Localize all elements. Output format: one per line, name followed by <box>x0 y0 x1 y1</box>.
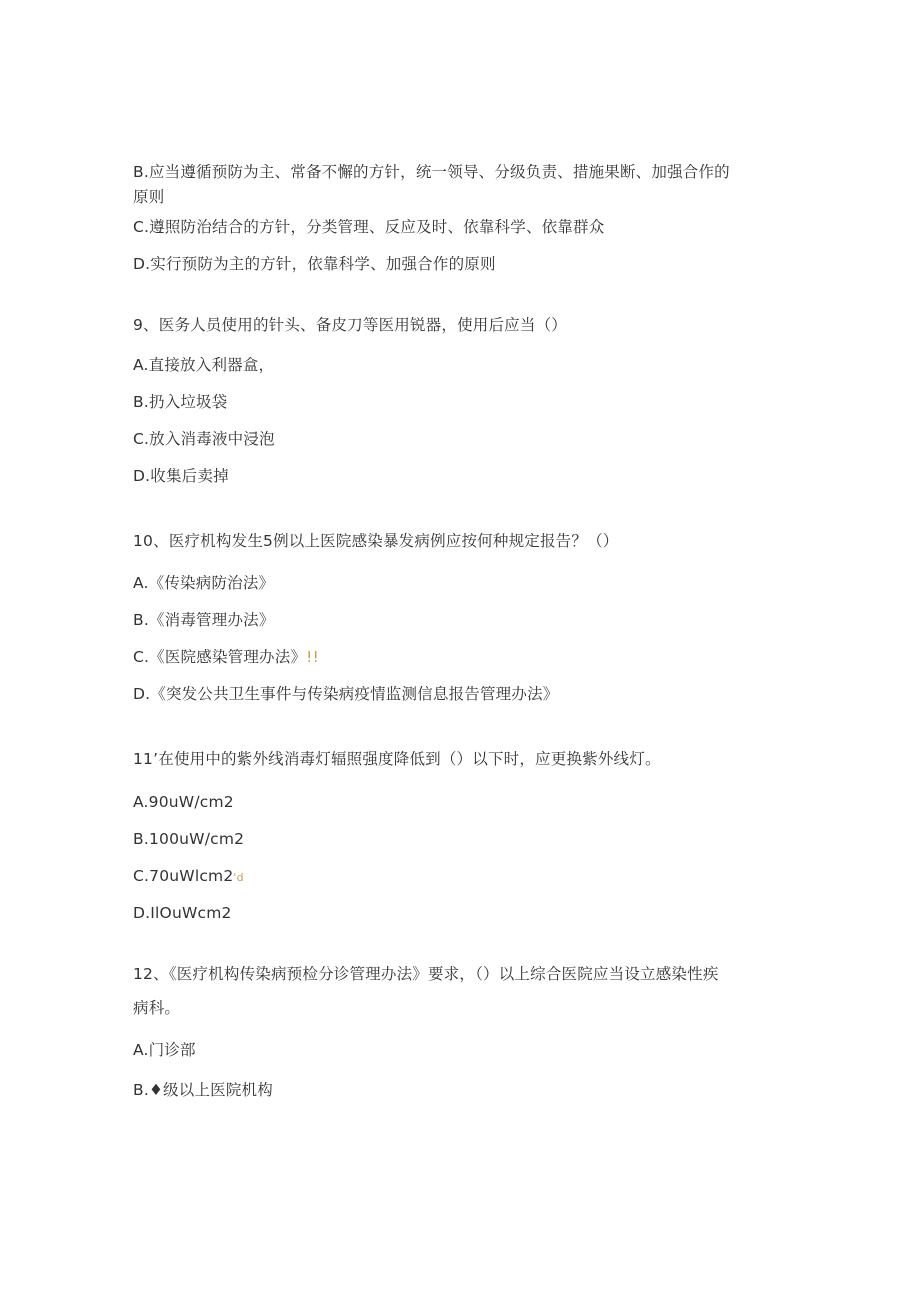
q11-option-b: B.100uW∕cm2 <box>133 830 245 848</box>
q8-option-b-line1: B.应当遵循预防为主、常备不懈的方针，统一领导、分级负责、措施果断、加强合作的 <box>133 163 730 181</box>
q12-question-line2: 病科。 <box>133 999 181 1017</box>
q9-option-c: C.放入消毒液中浸泡 <box>133 430 275 448</box>
q10-question: 10、医疗机构发生5例以上医院感染暴发病例应按何种规定报告？（） <box>133 532 619 550</box>
q11-option-d: D.IlOuWcm2 <box>133 904 232 922</box>
q12-question-line1: 12、《医疗机构传染病预检分诊管理办法》要求，（）以上综合医院应当设立感染性疾 <box>133 965 719 983</box>
q10-option-c-mark: !! <box>306 648 319 666</box>
q11-option-c-text: C.70uWlcm2 <box>133 867 234 885</box>
q8-option-c: C.遵照防治结合的方针，分类管理、反应及时、依靠科学、依靠群众 <box>133 218 605 236</box>
q12-option-a: A.门诊部 <box>133 1041 196 1059</box>
q10-option-c <box>133 647 319 667</box>
q10-option-a: A.《传染病防治法》 <box>133 574 275 592</box>
q9-option-a: A.直接放入利器盒， <box>133 356 275 374</box>
q9-question: 9、医务人员使用的针头、备皮刀等医用锐器，使用后应当（） <box>133 316 567 334</box>
q11-option-a: A.90uW∕cm2 <box>133 793 234 811</box>
q10-option-b: B.《消毒管理办法》 <box>133 611 275 629</box>
q9-option-d: D.收集后卖掉 <box>133 467 229 485</box>
q9-option-b: B.扔入垃圾袋 <box>133 393 228 411</box>
q8-option-d: D.实行预防为主的方针，依靠科学、加强合作的原则 <box>133 255 496 273</box>
q8-option-b-line2: 原则 <box>133 188 165 206</box>
q11-option-c <box>133 866 244 888</box>
q12-option-b: B.♦级以上医院机构 <box>133 1081 273 1099</box>
q10-option-d: D.《突发公共卫生事件与传染病疫情监测信息报告管理办法》 <box>133 685 559 703</box>
q11-question: 11’在使用中的紫外线消毒灯辐照强度降低到（）以下时，应更换紫外线灯。 <box>133 750 661 768</box>
q11-option-c-mark: 'd <box>233 871 244 884</box>
q10-option-c-text: C.《医院感染管理办法》 <box>133 648 307 666</box>
